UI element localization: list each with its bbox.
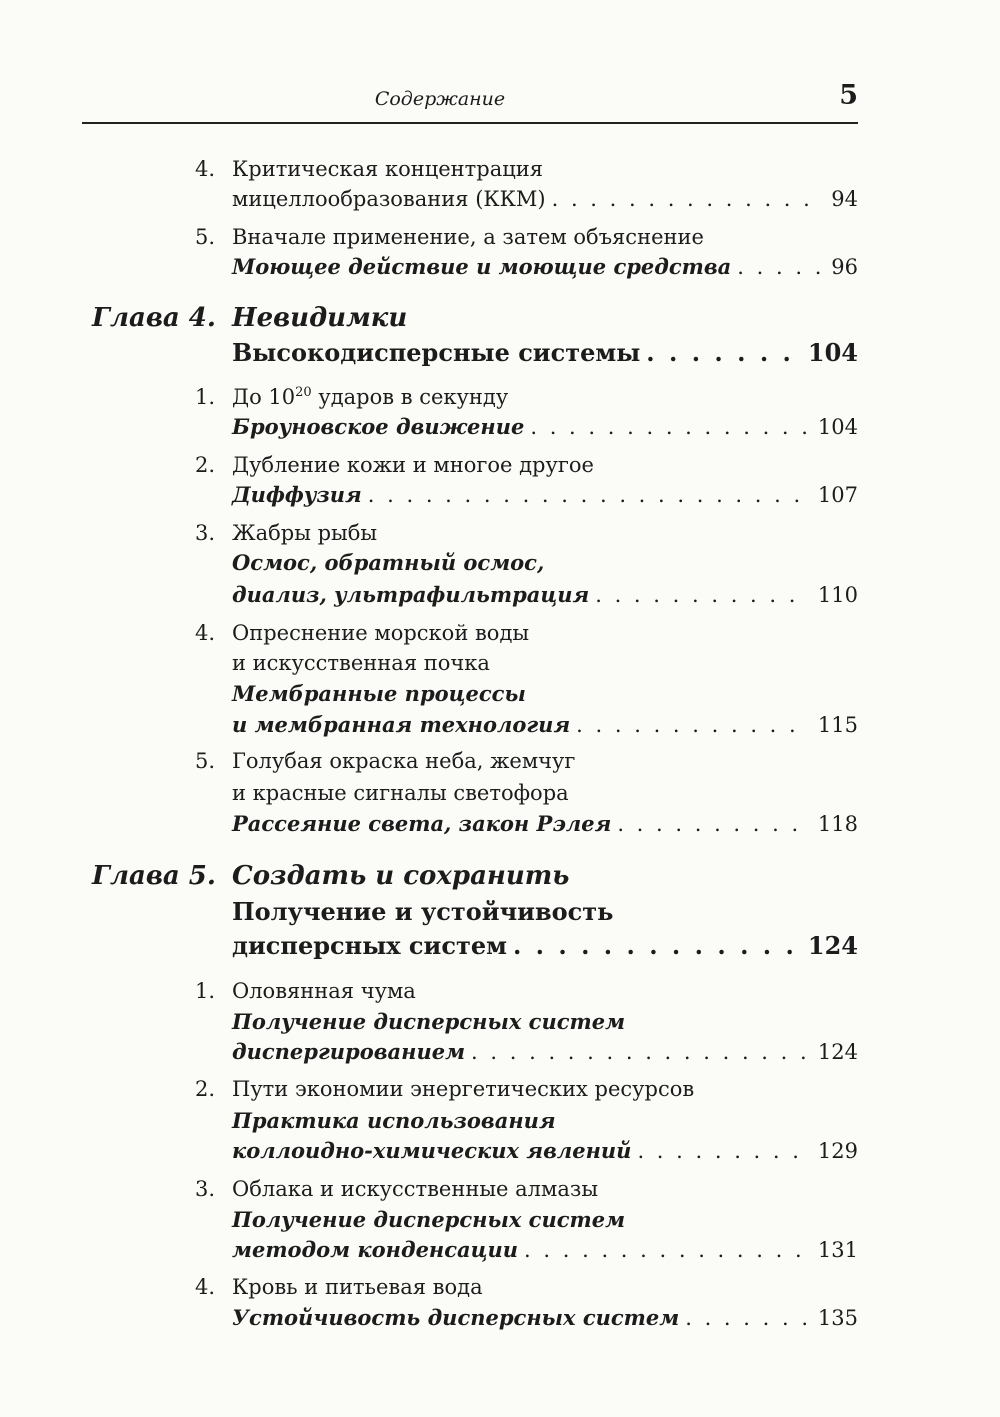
item-number: 2. [195, 1077, 216, 1101]
item-number: 1. [195, 979, 216, 1003]
toc-page: 115 [817, 713, 858, 737]
toc-entry-line: Получение дисперсных систем [232, 1207, 626, 1232]
item-number: 1. [195, 385, 216, 409]
toc-entry-line: диализ, ультрафильтрация . . . 110 [232, 580, 858, 610]
toc-entry-line: Кровь и питьевая вода [232, 1275, 483, 1299]
header-title: Содержание [374, 88, 506, 110]
toc-entry-line: Опреснение морской воды [232, 621, 530, 645]
toc-page: 104 [807, 338, 858, 367]
toc-page: 96 [831, 255, 858, 279]
chapter-4-label: Глава 4. [92, 303, 216, 333]
toc-entry-line: Критическая концентрация [232, 157, 543, 181]
toc-entry-line: Практика использования [232, 1108, 556, 1133]
toc-entry-line: и мембранная технология . . . 115 [232, 710, 858, 740]
toc-page: 104 [817, 415, 858, 439]
chapter-4-title: Невидимки [232, 303, 408, 333]
toc-entry-line: Облака и искусственные алмазы [232, 1177, 599, 1201]
toc-entry-line: Броуновское движение . . . 104 [232, 412, 858, 442]
toc-entry-line: Мембранные процессы [232, 681, 526, 706]
chapter-5-subtitle: Получение и устойчивость [232, 897, 614, 926]
running-header [82, 78, 858, 124]
toc-entry-line: Устойчивость дисперсных систем . . . 135 [232, 1303, 858, 1333]
toc-entry-line: До $10^{20}$ ударов в секунду [232, 385, 509, 409]
item-number: 4. [195, 157, 216, 181]
toc-entry-line: Голубая окраска неба, жемчуг [232, 749, 576, 773]
item-number: 4. [195, 621, 216, 645]
toc-entry-line: Вначале применение, а затем объяснение [232, 225, 704, 249]
toc-entry-line: Дубление кожи и многое другое [232, 453, 594, 477]
toc-entry-line: Оловянная чума [232, 979, 416, 1003]
toc-page: 135 [817, 1306, 858, 1330]
toc-page: 107 [817, 483, 858, 507]
chapter-4-subtitle: Высокодисперсные системы . . . 104 [232, 338, 858, 368]
toc-entry-line: Пути экономии энергетических ресурсов [232, 1077, 695, 1101]
toc-entry-line: Осмос, обратный осмос, [232, 550, 545, 575]
toc-page: 124 [807, 931, 858, 960]
chapter-5-subtitle: дисперсных систем . . . 124 [232, 931, 858, 961]
toc-page: 124 [817, 1040, 858, 1064]
toc-entry-line: коллоидно-химических явлений . . . 129 [232, 1136, 858, 1166]
item-number: 2. [195, 453, 216, 477]
toc-entry-line: диспергированием . . . 124 [232, 1037, 858, 1067]
toc-entry-line: Моющее действие и моющие средства . . . 96 [232, 252, 858, 282]
toc-page: 94 [831, 187, 858, 211]
toc-page: 110 [817, 583, 858, 607]
item-number: 5. [195, 749, 216, 773]
toc-page: 131 [817, 1238, 858, 1262]
toc-entry-line: Диффузия . . . 107 [232, 480, 858, 510]
chapter-5-label: Глава 5. [92, 861, 216, 891]
toc-entry-line: мицеллообразования (ККМ) . . . 94 [232, 184, 858, 214]
item-number: 5. [195, 225, 216, 249]
item-number: 4. [195, 1275, 216, 1299]
toc-page: 129 [817, 1139, 858, 1163]
item-number: 3. [195, 1177, 216, 1201]
toc-entry-line: Жабры рыбы [232, 521, 378, 545]
toc-entry-line: и искусственная почка [232, 651, 490, 675]
chapter-5-title: Создать и сохранить [232, 861, 570, 891]
toc-entry-line: Рассеяние света, закон Рэлея . . . 118 [232, 809, 858, 839]
toc-entry-line: и красные сигналы светофора [232, 781, 569, 805]
page-number: 5 [839, 80, 858, 111]
item-number: 3. [195, 521, 216, 545]
toc-entry-line: Получение дисперсных систем [232, 1009, 626, 1034]
toc-entry-line: методом конденсации . . . 131 [232, 1235, 858, 1265]
toc-page: 118 [817, 812, 858, 836]
